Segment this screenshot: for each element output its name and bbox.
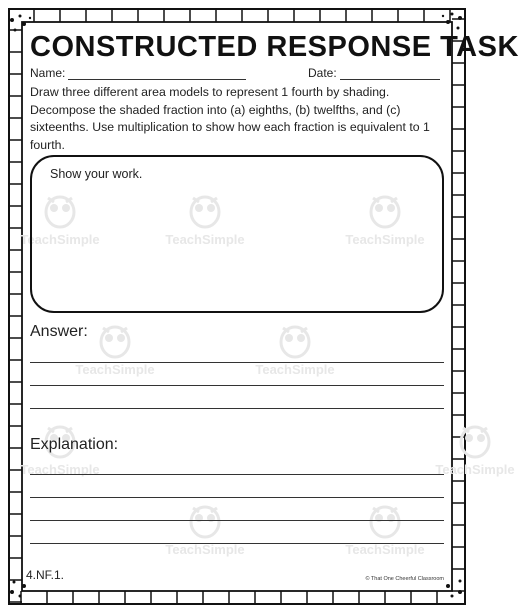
owl-logo-icon [455,420,495,460]
watermark [250,320,340,377]
watermark-text: TeachSimple [345,232,425,247]
explanation-line[interactable] [30,543,444,544]
watermark [340,500,430,557]
task-prompt: Draw three different area models to represent 1 fourth by shading. Decompose the shaded fraction into (a) eighths, (b) twelfths, and (c) sixteenths. Use multiplication to show how each fraction is equivalent to 1 fourth. [30,85,430,152]
credit-text: © That One Cheerful Classroom [365,576,444,582]
name-label: Name: [30,66,66,80]
watermark-text: TeachSimple [20,462,100,477]
explanation-line[interactable] [30,497,444,498]
explanation-label: Explanation: [30,436,119,453]
answer-line[interactable] [30,385,444,386]
watermark-text: TeachSimple [435,462,515,477]
date-field[interactable] [340,68,440,80]
answer-line[interactable] [30,408,444,409]
answer-label: Answer: [30,323,88,340]
name-field[interactable] [68,68,246,80]
watermark-text: TeachSimple [75,362,155,377]
owl-logo-icon [275,320,315,360]
answer-line[interactable] [30,362,444,363]
watermark-text: TeachSimple [20,232,100,247]
work-box[interactable] [30,155,444,313]
watermark-text: TeachSimple [345,542,425,557]
standard-code: 4.NF.1. [26,568,65,582]
owl-logo-icon [95,320,135,360]
watermark [160,500,250,557]
explanation-line[interactable] [30,520,444,521]
watermark-text: TeachSimple [165,542,245,557]
work-box-label: Show your work. [50,167,143,181]
name-row [30,66,246,80]
date-label: Date: [308,66,337,80]
date-row [308,66,440,80]
watermark-text: TeachSimple [255,362,335,377]
watermark [430,420,520,477]
explanation-line[interactable] [30,474,444,475]
page-title: CONSTRUCTED RESPONSE TASK [30,31,519,63]
watermark-text: TeachSimple [165,232,245,247]
